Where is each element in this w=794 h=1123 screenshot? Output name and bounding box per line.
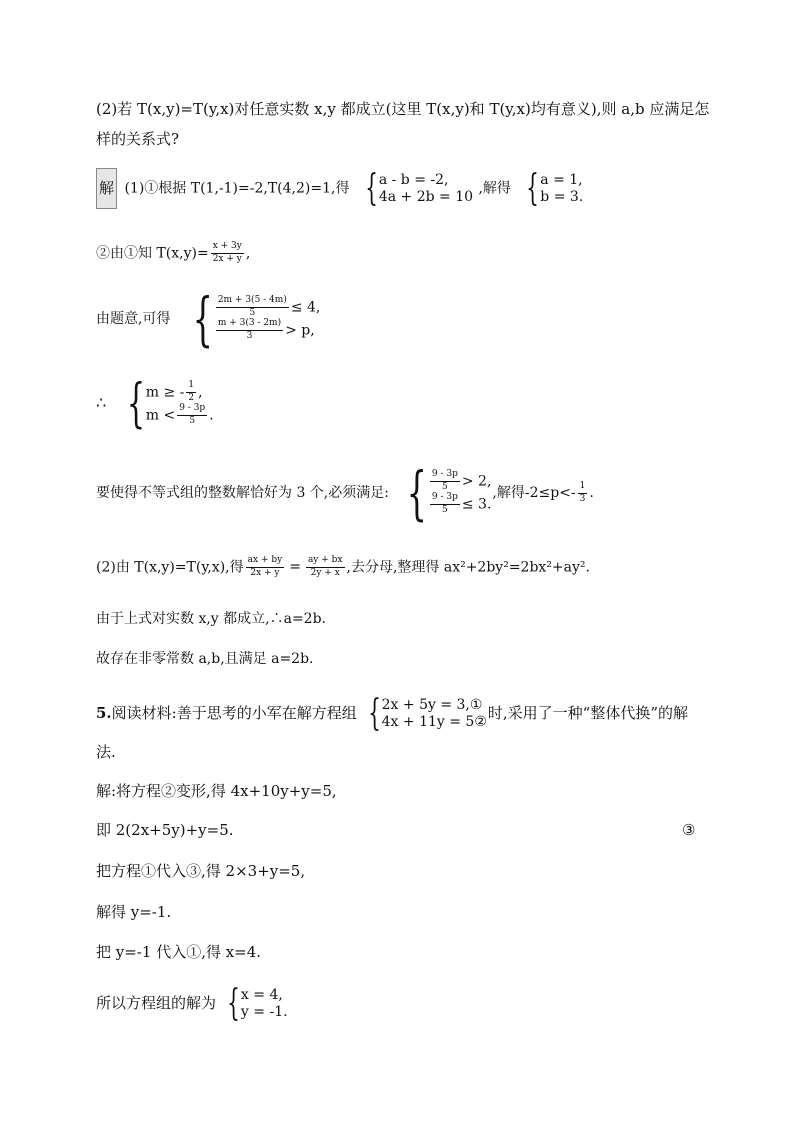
question-number: 5. [96,704,112,722]
question-5-line-2: 法. [96,743,116,761]
equation-system: { 2x + 5y = 3,① 4x + 11y = 5② [368,693,487,734]
inequality-system: { $\frac{2m + 3(5 - 4m)}{5}$ ≤ 4, $\frac{m + 3(3 - 2m)}{3}$ > p, [192,285,321,353]
question-2-line-1: (2)若 T(x,y)=T(y,x)对任意实数 x,y 都成立(这里 T(x,y)和 T(y,x)均有意义),则 a,b 应满足怎 [96,100,710,118]
solution-step-6: (2)由 T(x,y)=T(y,x),得 $\frac{ax + by}{2x + y}$ = $\frac{ay + bx}{2y + x}$ ,去分母,整理得 ax²+2by²=2bx²+ay². [96,555,590,578]
reading-line-6: 解得 y=-1. [96,903,172,921]
p-condition-system: { $\frac{9 - 3p}{5}$ > 2, $\frac{9 - 3p}{5}$ ≤ 3. [406,459,492,527]
solution-step-7: 由于上式对实数 x,y 都成立,∴a=2b. [96,611,327,627]
m-range-system: { m ≥ - $\frac{1}{2}$ , m < $\frac{9 - 3p}{5}$ . [126,374,214,434]
solution-system: { x = 4, y = -1. [227,983,288,1024]
solution-step-3: 由题意,可得 { $\frac{2m + 3(5 - 4m)}{5}$ ≤ 4, $\frac{m + 3(3 - 2m)}{3}$ > p, [96,285,321,353]
question-5-line-1: 5.阅读材料:善于思考的小军在解方程组 { 2x + 5y = 3,① 4x + 11y = 5② 时,采用了一种“整体代换”的解 [96,693,688,734]
reading-line-7: 把 y=-1 代入①,得 x=4. [96,943,262,961]
solution-label: 解 [96,168,117,209]
equation-mark-3: ③ [682,821,696,839]
solution-step-5: 要使得不等式组的整数解恰好为 3 个,必须满足: { $\frac{9 - 3p}{5}$ > 2, $\frac{9 - 3p}{5}$ ≤ 3. ,解得-2≤p<- $\frac{1}{3}$ . [96,459,594,527]
solution-step-8: 故存在非零常数 a,b,且满足 a=2b. [96,651,314,667]
step-1-text: (1)①根据 T(1,-1)=-2,T(4,2)=1,得 [124,180,350,197]
step-1-result: { a = 1, b = 3. [526,167,584,209]
reading-line-3: 解:将方程②变形,得 4x+10y+y=5, [96,782,337,800]
solution-step-1 [96,168,584,209]
step-1-mid: ,解得 [478,180,511,197]
reading-line-5: 把方程①代入③,得 2×3+y=5, [96,862,306,880]
solution-step-4: ∴ { m ≥ - $\frac{1}{2}$ , m < $\frac{9 - 3p}{5}$ . [96,374,214,434]
solution-step-2: ②由①知 T(x,y)= $\frac{x + 3y}{2x + y}$ , [96,241,251,264]
reading-line-8: 所以方程组的解为 { x = 4, y = -1. [96,983,288,1024]
question-2-line-2: 样的关系式? [96,130,180,148]
reading-line-4: 即 2(2x+5y)+y=5. [96,821,234,839]
fraction: $\frac{x + 3y}{2x + y}$ [212,241,242,264]
step-1-system: { a - b = -2, 4a + 2b = 10 [365,167,474,209]
